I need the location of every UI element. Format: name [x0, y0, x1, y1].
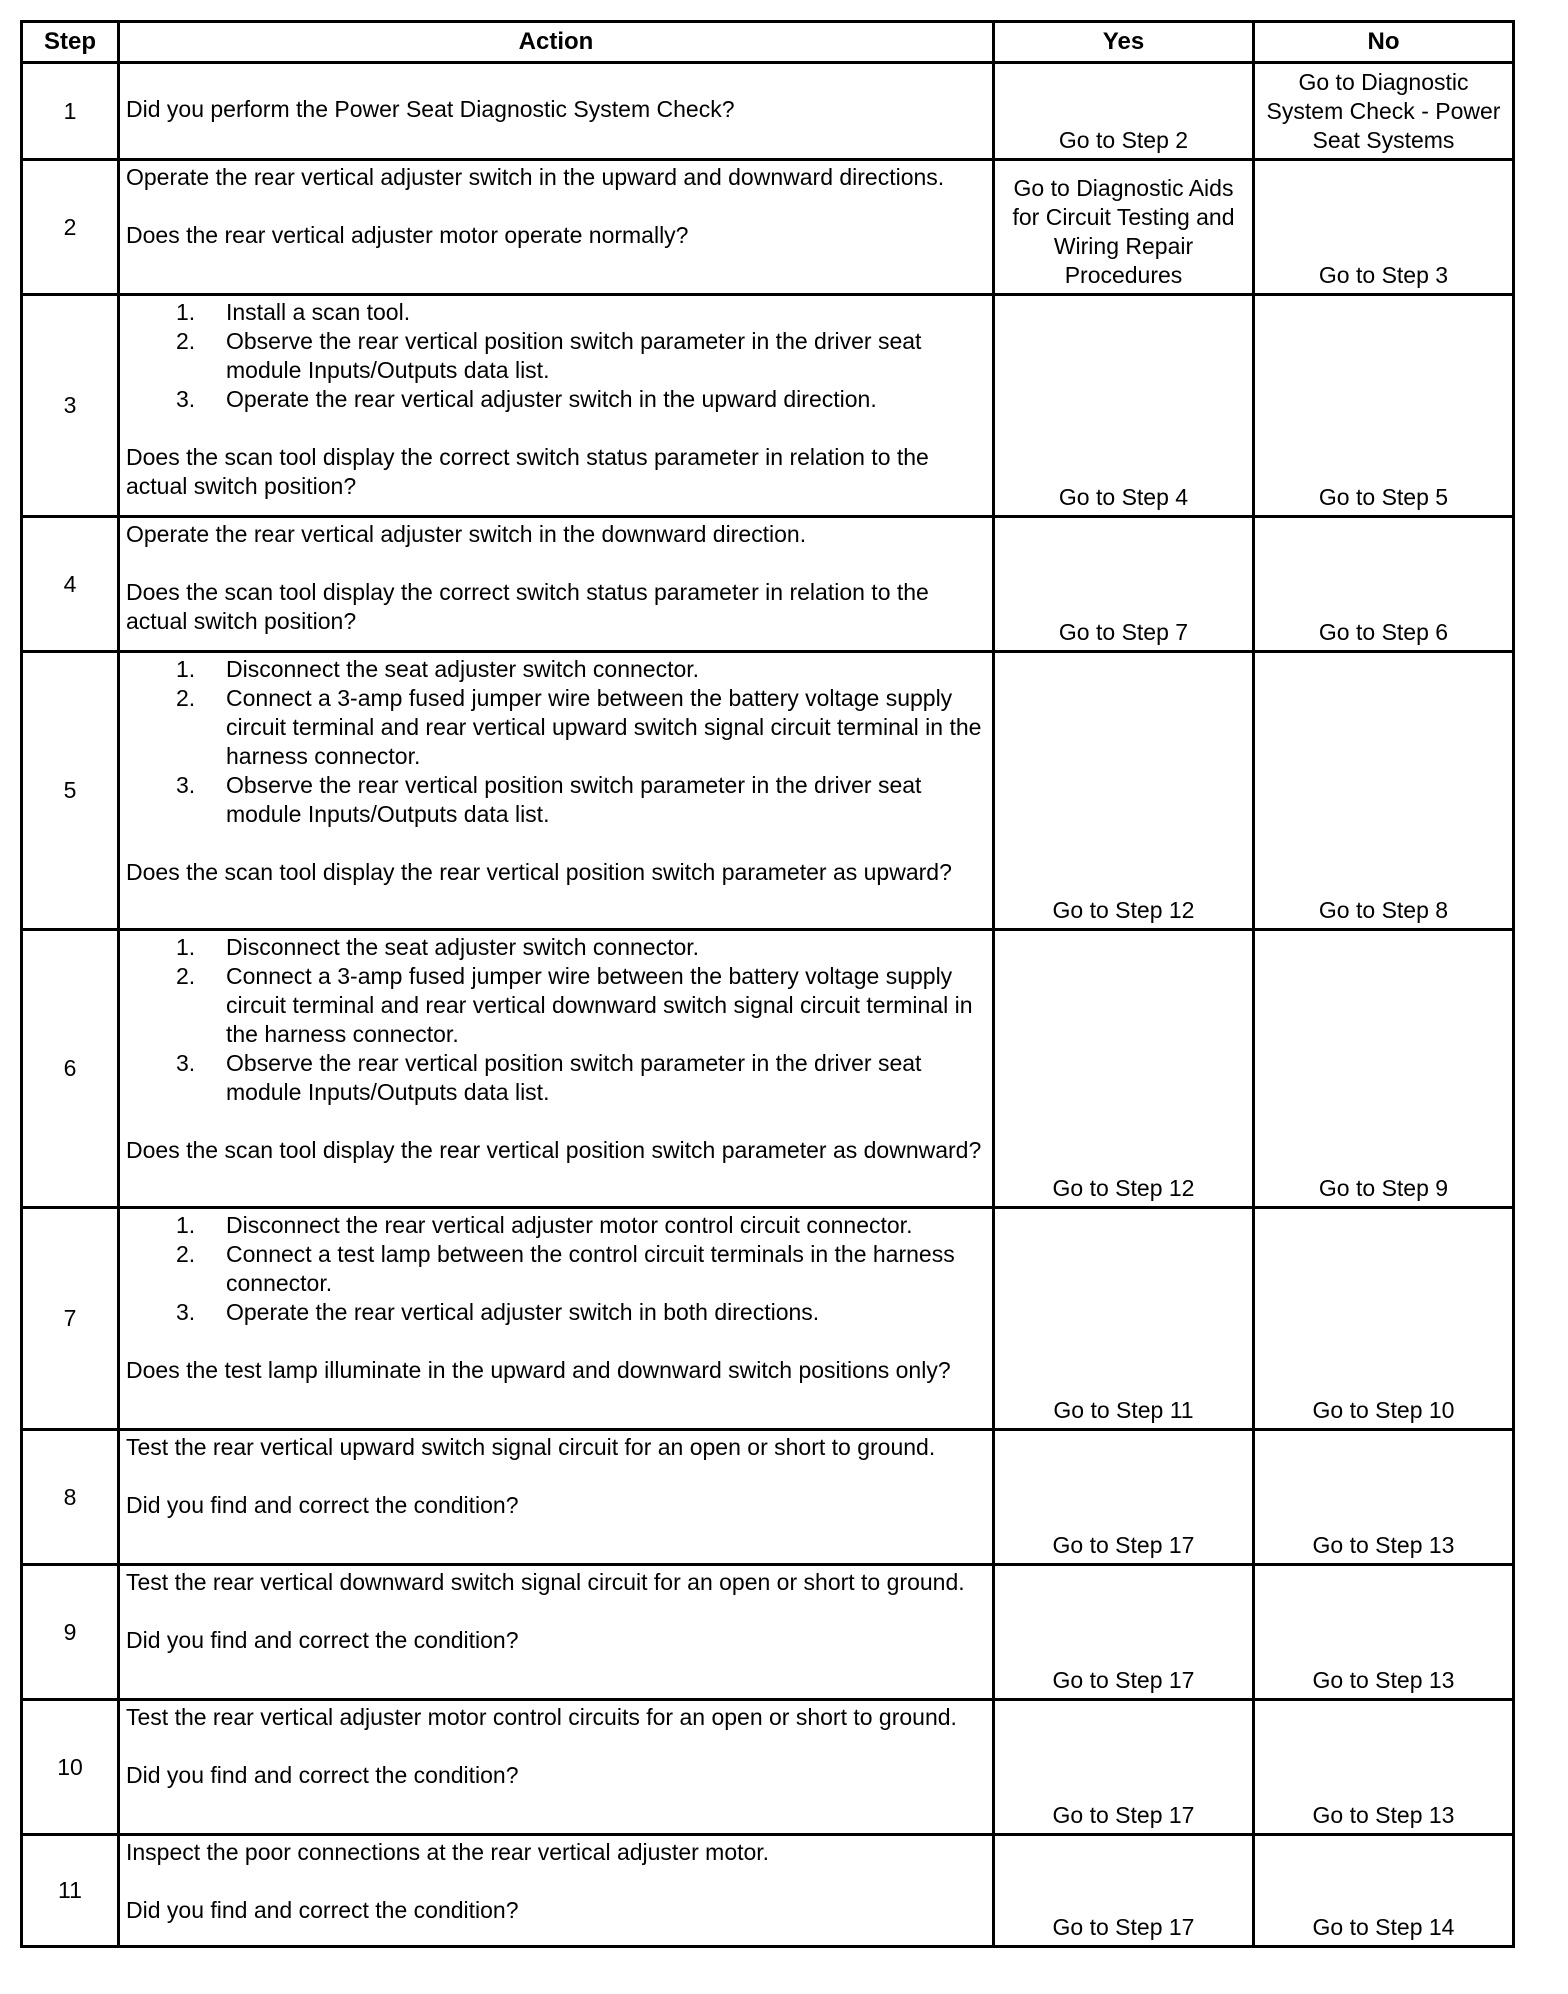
- action-step-number: 1.: [176, 1212, 196, 1238]
- action-step-item: [126, 385, 982, 414]
- action-step-number: 2.: [176, 328, 196, 354]
- no-result: Go to Step 6: [1254, 517, 1514, 652]
- no-result: Go to Diagnostic System Check - Power Seat Systems: [1254, 63, 1514, 160]
- action-cell: [119, 1835, 994, 1947]
- table-row: [22, 1700, 1514, 1835]
- action-step-text: Disconnect the seat adjuster switch connector.: [226, 656, 700, 682]
- action-step-number: 1.: [176, 934, 196, 960]
- table-row: [22, 1565, 1514, 1700]
- step-number: 3: [22, 295, 119, 517]
- action-step-number: 1.: [176, 299, 196, 325]
- table-row: [22, 1835, 1514, 1947]
- action-question: Did you find and correct the condition?: [126, 1897, 519, 1923]
- action-steps-list: [126, 298, 982, 414]
- spacer: [126, 829, 982, 858]
- action-step-item: [126, 327, 982, 385]
- action-step-number: 2.: [176, 963, 196, 989]
- spacer: [126, 1732, 982, 1761]
- action-step-text: Observe the rear vertical position switch parameter in the driver seat module Inputs/Outputs data list.: [226, 772, 922, 827]
- action-question: Does the scan tool display the correct switch status parameter in relation to the actual switch position?: [126, 444, 929, 499]
- action-step-text: Connect a 3-amp fused jumper wire between the battery voltage supply circuit terminal and rear vertical downward switch signal circuit terminal in the harness connector.: [226, 963, 973, 1047]
- spacer: [126, 1462, 982, 1491]
- action-step-text: Disconnect the seat adjuster switch connector.: [226, 934, 700, 960]
- step-number: 2: [22, 160, 119, 295]
- spacer: [126, 66, 982, 95]
- action-intro: Operate the rear vertical adjuster switch in the downward direction.: [126, 521, 807, 547]
- action-step-number: 3.: [176, 1299, 196, 1325]
- yes-result: Go to Step 17: [994, 1430, 1254, 1565]
- action-step-text: Operate the rear vertical adjuster switch in both directions.: [226, 1299, 820, 1325]
- yes-result: Go to Step 11: [994, 1208, 1254, 1430]
- action-step-number: 1.: [176, 656, 196, 682]
- action-question: Did you find and correct the condition?: [126, 1762, 519, 1788]
- action-cell: [119, 652, 994, 930]
- no-result: Go to Step 13: [1254, 1700, 1514, 1835]
- action-step-item: [126, 684, 982, 771]
- action-step-text: Observe the rear vertical position switch parameter in the driver seat module Inputs/Outputs data list.: [226, 1050, 922, 1105]
- table-row: [22, 1430, 1514, 1565]
- action-step-item: [126, 298, 982, 327]
- no-result: Go to Step 8: [1254, 652, 1514, 930]
- action-intro: Test the rear vertical upward switch signal circuit for an open or short to ground.: [126, 1434, 936, 1460]
- action-steps-list: [126, 1211, 982, 1327]
- action-step-item: [126, 1211, 982, 1240]
- action-steps-list: [126, 933, 982, 1107]
- spacer: [126, 1107, 982, 1136]
- diagnostic-table: [20, 20, 1515, 1948]
- step-number: 10: [22, 1700, 119, 1835]
- action-question: Did you perform the Power Seat Diagnostic System Check?: [126, 96, 735, 122]
- header-action: Action: [119, 22, 994, 63]
- no-result: Go to Step 13: [1254, 1565, 1514, 1700]
- no-result: Go to Step 14: [1254, 1835, 1514, 1947]
- action-intro: Test the rear vertical adjuster motor control circuits for an open or short to ground.: [126, 1704, 957, 1730]
- action-question: Does the scan tool display the rear vertical position switch parameter as upward?: [126, 859, 952, 885]
- action-cell: [119, 517, 994, 652]
- action-step-item: [126, 771, 982, 829]
- action-step-item: [126, 1240, 982, 1298]
- table-row: [22, 652, 1514, 930]
- action-step-number: 3.: [176, 1050, 196, 1076]
- header-step: Step: [22, 22, 119, 63]
- no-result: Go to Step 10: [1254, 1208, 1514, 1430]
- yes-result: Go to Step 17: [994, 1700, 1254, 1835]
- yes-result: Go to Step 2: [994, 63, 1254, 160]
- yes-result: Go to Step 12: [994, 652, 1254, 930]
- table-row: [22, 517, 1514, 652]
- table-row: [22, 930, 1514, 1208]
- table-row: [22, 160, 1514, 295]
- step-number: 8: [22, 1430, 119, 1565]
- action-step-item: [126, 962, 982, 1049]
- table-row: [22, 295, 1514, 517]
- action-step-text: Observe the rear vertical position switch parameter in the driver seat module Inputs/Outputs data list.: [226, 328, 922, 383]
- action-step-item: [126, 933, 982, 962]
- yes-result: Go to Step 17: [994, 1565, 1254, 1700]
- step-number: 5: [22, 652, 119, 930]
- yes-result: Go to Diagnostic Aids for Circuit Testing and Wiring Repair Procedures: [994, 160, 1254, 295]
- action-step-item: [126, 1298, 982, 1327]
- no-result: Go to Step 5: [1254, 295, 1514, 517]
- action-question: Does the scan tool display the correct switch status parameter in relation to the actual switch position?: [126, 579, 929, 634]
- header-yes: Yes: [994, 22, 1254, 63]
- action-question: Did you find and correct the condition?: [126, 1492, 519, 1518]
- step-number: 11: [22, 1835, 119, 1947]
- action-cell: [119, 295, 994, 517]
- action-intro: Test the rear vertical downward switch signal circuit for an open or short to ground.: [126, 1569, 965, 1595]
- action-cell: [119, 1208, 994, 1430]
- action-cell: [119, 930, 994, 1208]
- action-question: Did you find and correct the condition?: [126, 1627, 519, 1653]
- action-step-text: Operate the rear vertical adjuster switch in the upward direction.: [226, 386, 877, 412]
- step-number: 6: [22, 930, 119, 1208]
- spacer: [126, 192, 982, 221]
- step-number: 7: [22, 1208, 119, 1430]
- action-cell: [119, 160, 994, 295]
- action-cell: [119, 1565, 994, 1700]
- action-question: Does the test lamp illuminate in the upward and downward switch positions only?: [126, 1357, 951, 1383]
- action-step-item: [126, 655, 982, 684]
- action-step-number: 2.: [176, 1241, 196, 1267]
- action-intro: Operate the rear vertical adjuster switch in the upward and downward directions.: [126, 164, 945, 190]
- yes-result: Go to Step 17: [994, 1835, 1254, 1947]
- action-cell: [119, 1700, 994, 1835]
- table-body: [22, 63, 1514, 1947]
- yes-result: Go to Step 4: [994, 295, 1254, 517]
- action-step-text: Install a scan tool.: [226, 299, 411, 325]
- action-step-text: Connect a 3-amp fused jumper wire between the battery voltage supply circuit terminal and rear vertical upward switch signal circuit terminal in the harness connector.: [226, 685, 982, 769]
- spacer: [126, 1597, 982, 1626]
- table-row: [22, 63, 1514, 160]
- action-cell: [119, 63, 994, 160]
- header-no: No: [1254, 22, 1514, 63]
- action-step-text: Disconnect the rear vertical adjuster motor control circuit connector.: [226, 1212, 913, 1238]
- spacer: [126, 549, 982, 578]
- no-result: Go to Step 3: [1254, 160, 1514, 295]
- yes-result: Go to Step 12: [994, 930, 1254, 1208]
- header-row: [22, 22, 1514, 63]
- action-step-number: 2.: [176, 685, 196, 711]
- step-number: 1: [22, 63, 119, 160]
- action-question: Does the rear vertical adjuster motor operate normally?: [126, 222, 689, 248]
- action-cell: [119, 1430, 994, 1565]
- action-question: Does the scan tool display the rear vertical position switch parameter as downward?: [126, 1137, 982, 1163]
- step-number: 9: [22, 1565, 119, 1700]
- action-step-text: Connect a test lamp between the control circuit terminals in the harness connector.: [226, 1241, 955, 1296]
- spacer: [126, 1867, 982, 1896]
- action-steps-list: [126, 655, 982, 829]
- no-result: Go to Step 13: [1254, 1430, 1514, 1565]
- step-number: 4: [22, 517, 119, 652]
- spacer: [126, 1327, 982, 1356]
- action-step-number: 3.: [176, 772, 196, 798]
- action-step-item: [126, 1049, 982, 1107]
- yes-result: Go to Step 7: [994, 517, 1254, 652]
- no-result: Go to Step 9: [1254, 930, 1514, 1208]
- action-intro: Inspect the poor connections at the rear vertical adjuster motor.: [126, 1839, 770, 1865]
- table-row: [22, 1208, 1514, 1430]
- action-step-number: 3.: [176, 386, 196, 412]
- spacer: [126, 414, 982, 443]
